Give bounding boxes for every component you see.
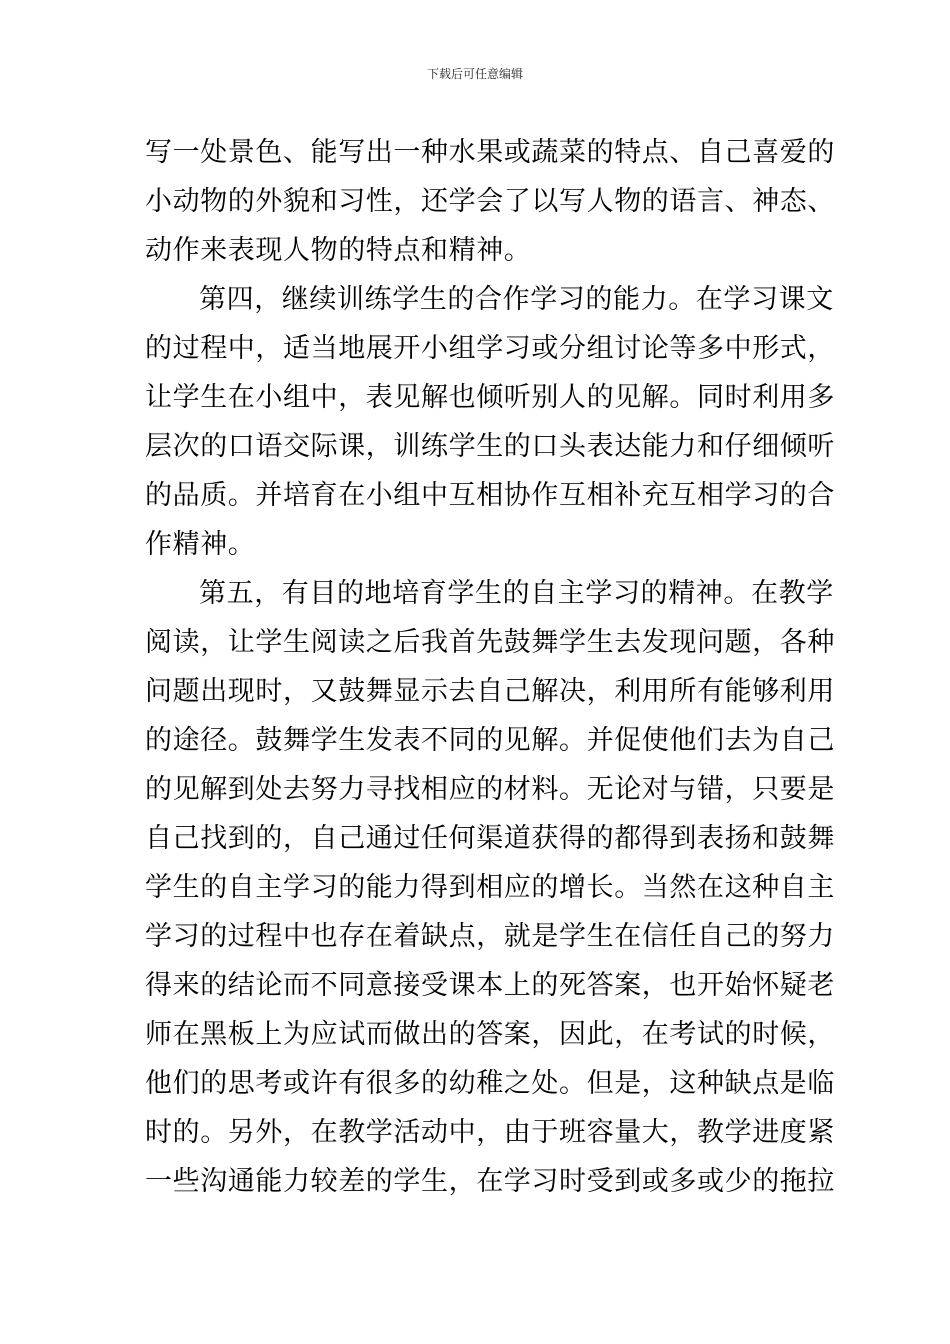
text-line: 问题出现时，又鼓舞显示去自己解决，利用所有能够利用: [145, 676, 835, 707]
paragraph-start-line: 第五，有目的地培育学生的自主学习的精神。在教学: [199, 578, 834, 609]
text-line: 阅读，让学生阅读之后我首先鼓舞学生去发现问题，各种: [145, 627, 835, 658]
text-line: 自己找到的，自己通过任何渠道获得的都得到表扬和鼓舞: [145, 823, 835, 854]
text-line: 学生的自主学习的能力得到相应的增长。当然在这种自主: [145, 872, 835, 903]
text-line: 得来的结论而不同意接受课本上的死答案，也开始怀疑老: [145, 970, 835, 1001]
text-line: 动作来表现人物的特点和精神。: [145, 235, 532, 266]
text-line: 一些沟通能力较差的学生，在学习时受到或多或少的拖拉: [145, 1166, 835, 1197]
text-line: 他们的思考或许有很多的幼稚之处。但是，这种缺点是临: [145, 1068, 835, 1099]
paragraph-start-line: 第四，继续训练学生的合作学习的能力。在学习课文: [199, 284, 834, 315]
text-line: 的途径。鼓舞学生发表不同的见解。并促使他们去为自己: [145, 725, 835, 756]
text-line: 作精神。: [145, 529, 256, 560]
text-line: 的见解到处去努力寻找相应的材料。无论对与错，只要是: [145, 774, 835, 805]
text-line: 层次的口语交际课，训练学生的口头表达能力和仔细倾听: [145, 431, 835, 462]
text-line: 学习的过程中也存在着缺点，就是学生在信任自己的努力: [145, 921, 835, 952]
page-header: 下载后可任意编辑: [426, 67, 523, 81]
text-line: 写一处景色、能写出一种水果或蔬菜的特点、自己喜爱的: [145, 137, 835, 168]
text-line: 小动物的外貌和习性，还学会了以写人物的语言、神态、: [145, 186, 835, 217]
text-line: 让学生在小组中，表见解也倾听别人的见解。同时利用多: [145, 382, 835, 413]
text-line: 师在黑板上为应试而做出的答案，因此，在考试的时候，: [145, 1019, 835, 1050]
text-line: 时的。另外，在教学活动中，由于班容量大，教学进度紧: [145, 1117, 835, 1148]
body-text: [145, 128, 835, 1206]
text-line: 的过程中，适当地展开小组学习或分组讨论等多中形式，: [145, 333, 835, 364]
text-line: 的品质。并培育在小组中互相协作互相补充互相学习的合: [145, 480, 835, 511]
